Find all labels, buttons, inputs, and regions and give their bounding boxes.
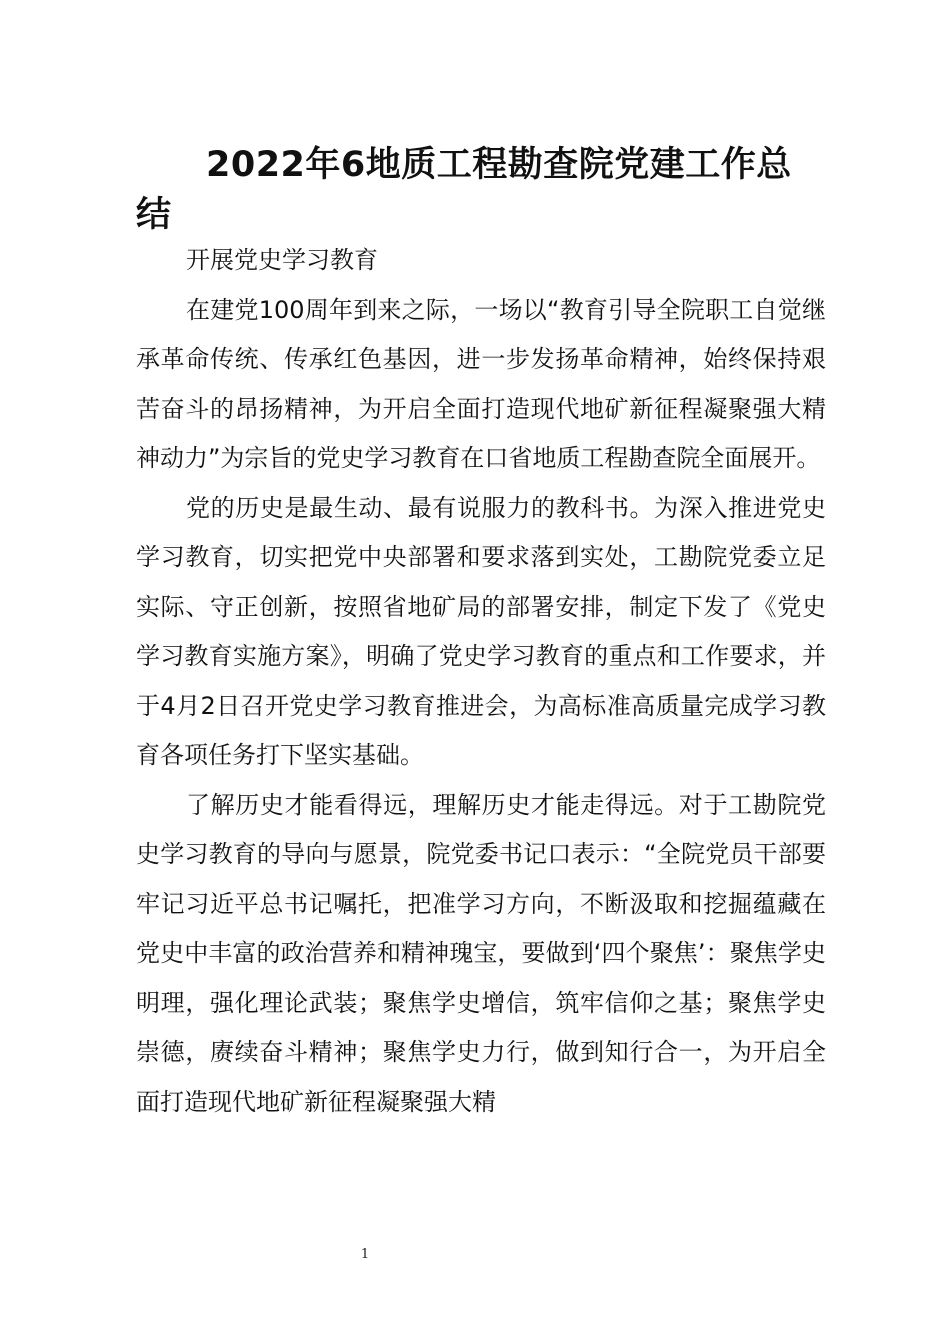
document-title: 2022年6地质工程勘查院党建工作总结: [136, 145, 792, 235]
paragraph: 了解历史才能看得远，理解历史才能走得远。对于工勘院党史学习教育的导向与愿景，院党委书记口表示：“全院党员干部要牢记习近平总书记嘱托，把准学习方向，不断汲取和挖掘蕴藏在党史中丰富的政治营养和精神瑰宝，要做到‘四个聚焦’：聚焦学史明理，强化理论武装；聚焦学史增信，筑牢信仰之基；聚焦学史崇德，赓续奋斗精神；聚焦学史力行，做到知行合一，为开启全面打造现代地矿新征程凝聚强大精: [136, 790, 826, 1116]
paragraph: 在建党100周年到来之际，一场以“教育引导全院职工自觉继承革命传统、传承红色基因，进一步发扬革命精神，始终保持艰苦奋斗的昂扬精神，为开启全面打造现代地矿新征程凝聚强大精神动力”为宗旨的党史学习教育在口省地质工程勘查院全面展开。: [136, 295, 826, 472]
document-body: [136, 236, 826, 1127]
paragraph: 党的历史是最生动、最有说服力的教科书。为深入推进党史学习教育，切实把党中央部署和要求落到实处，工勘院党委立足实际、守正创新，按照省地矿局的部署安排，制定下发了《党史学习教育实施方案》，明确了党史学习教育的重点和工作要求，并于4月2日召开党史学习教育推进会，为高标准高质量完成学习教育各项任务打下坚实基础。: [136, 493, 826, 769]
page-number: 1: [360, 1247, 370, 1262]
section-heading: 开展党史学习教育: [186, 246, 378, 274]
